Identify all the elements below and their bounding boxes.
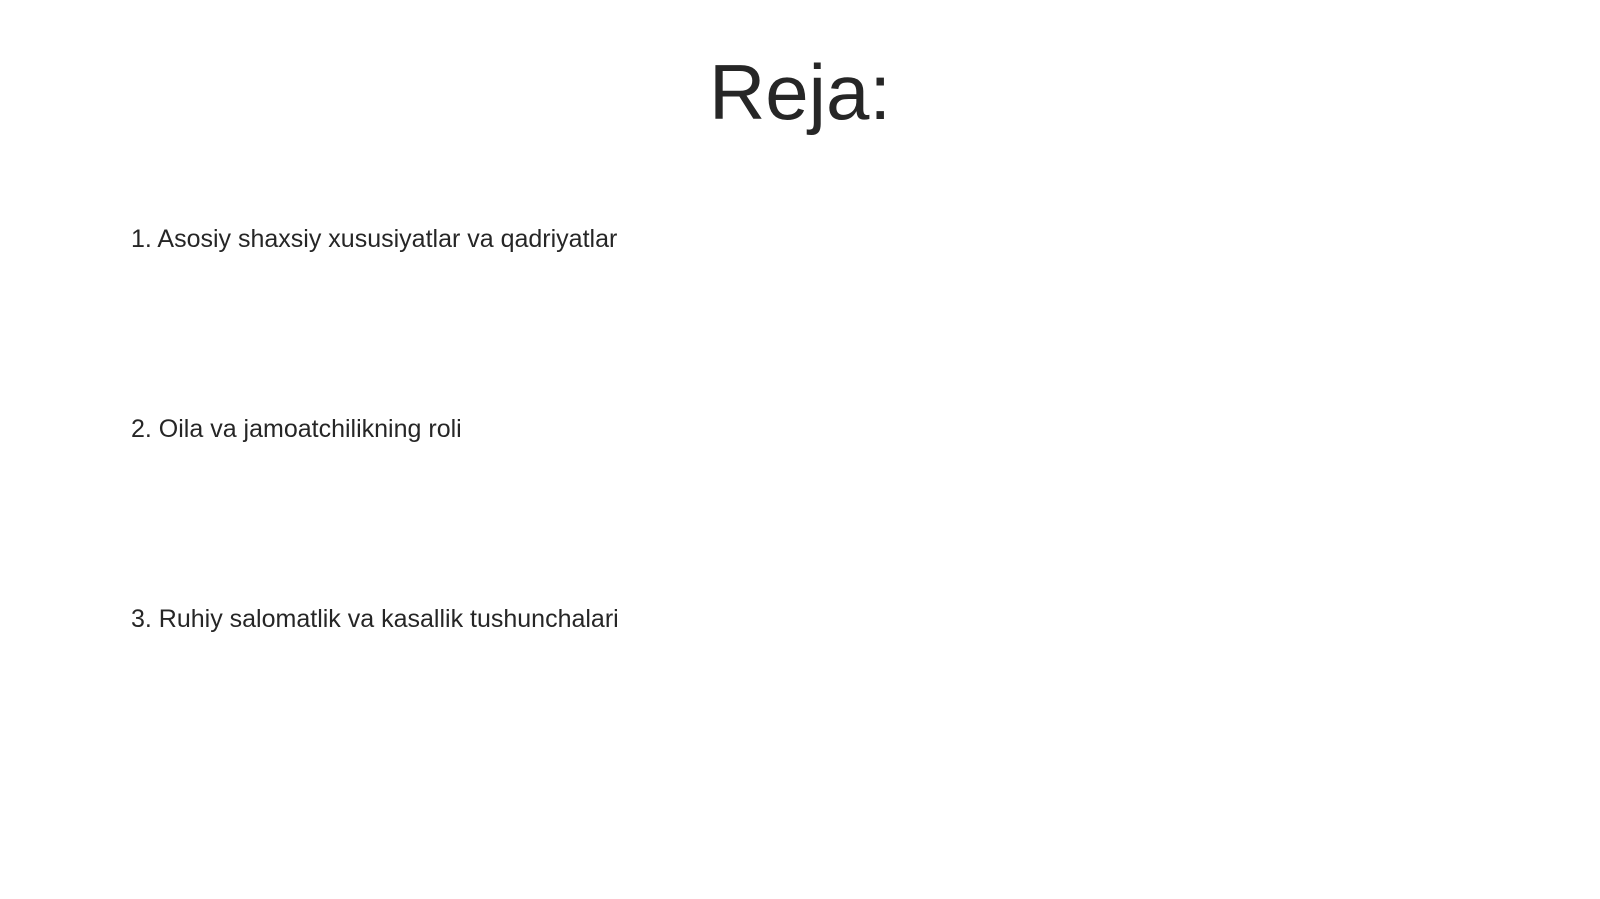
slide-title: Reja: bbox=[708, 48, 892, 136]
plan-item-2: 2. Oila va jamoatchilikning roli bbox=[131, 415, 462, 443]
plan-item-3: 3. Ruhiy salomatlik va kasallik tushunchalari bbox=[131, 605, 619, 633]
plan-item-1: 1. Asosiy shaxsiy xususiyatlar va qadriyatlar bbox=[131, 225, 618, 253]
